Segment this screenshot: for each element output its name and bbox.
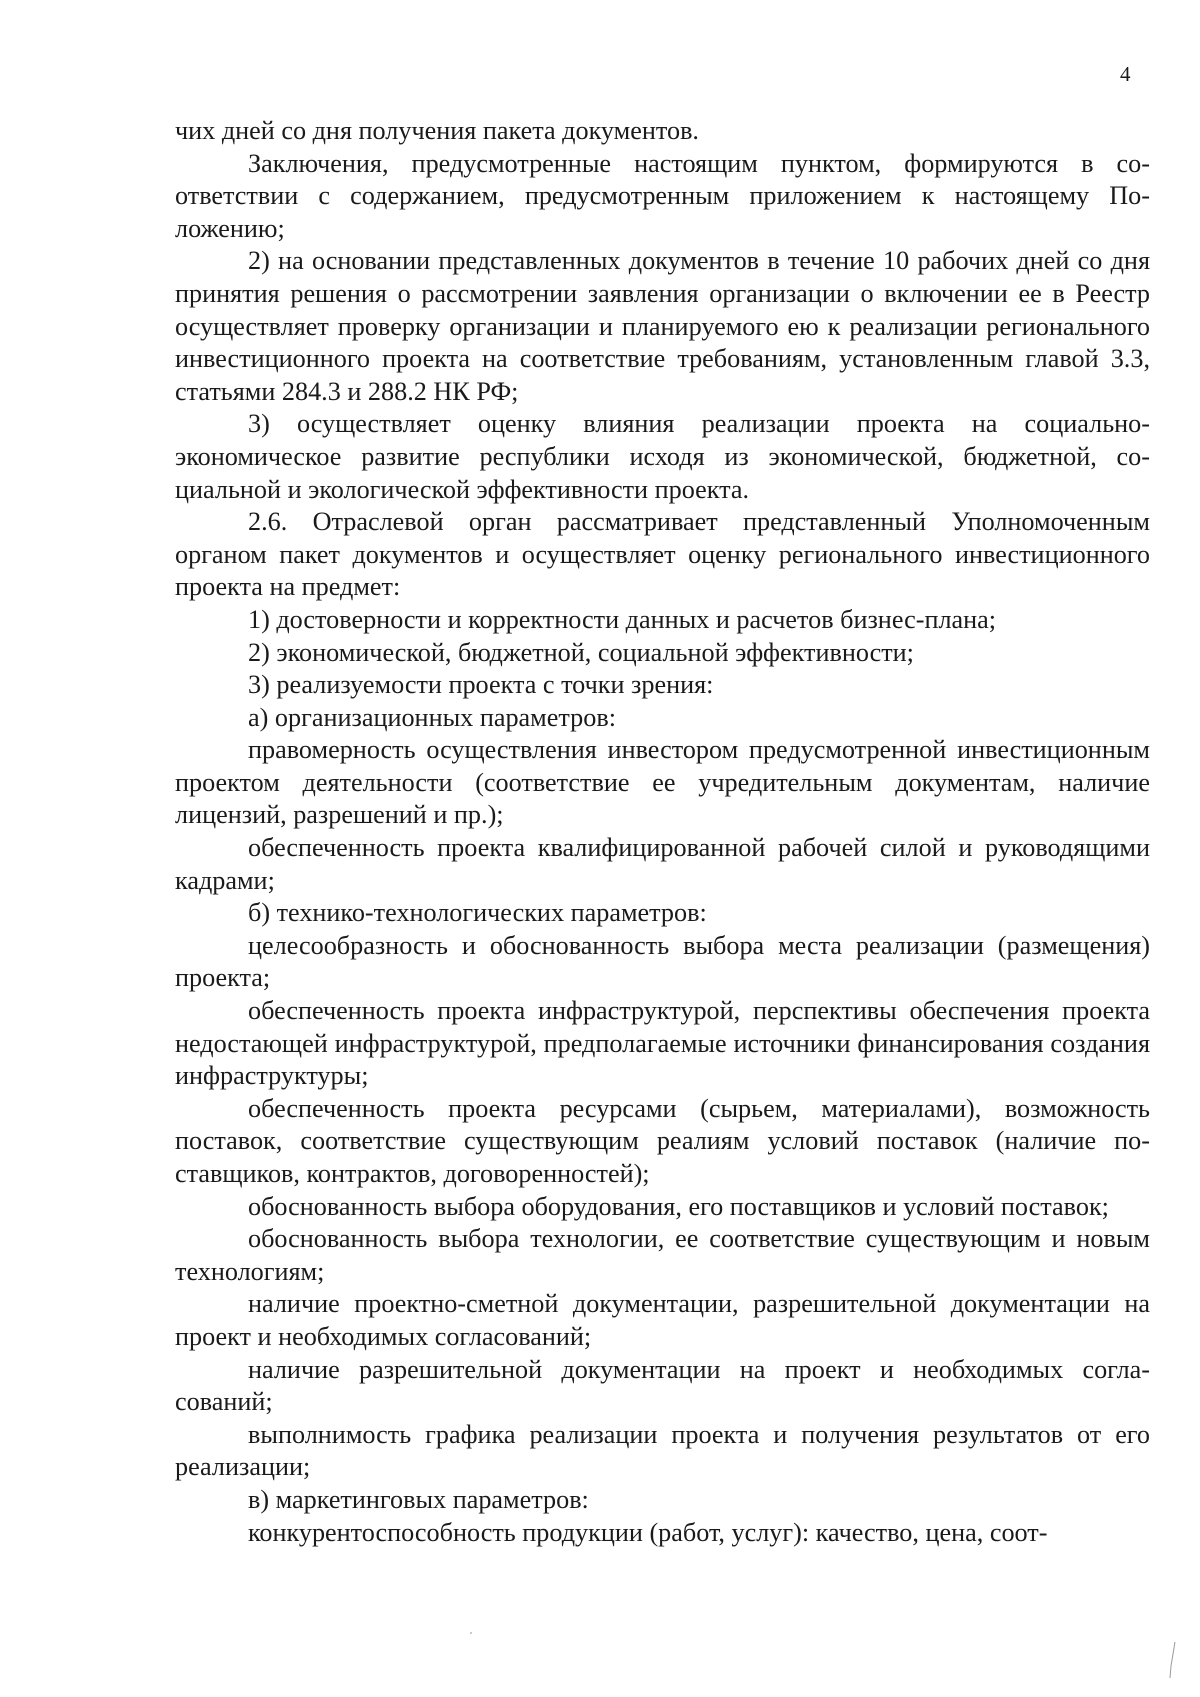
- scan-mark: [1168, 1640, 1178, 1680]
- paragraph: выполнимость графика реализации проекта и получения результатов от его реализации;: [175, 1419, 1150, 1482]
- paragraph: 2) экономической, бюджетной, социальной эффективности;: [248, 637, 914, 667]
- paragraph: 2.6. Отраслевой орган рассматривает представленный Уполномоченным органом пакет документов и осуществляет оценку регионального инвестиционного проекта на предмет:: [175, 507, 1150, 602]
- paragraph: обеспеченность проекта инфраструктурой, перспективы обеспечения проекта недостающей инфраструктурой, предполагаемые источники финансирования создания инфраструктуры;: [175, 996, 1150, 1091]
- document-body: [175, 115, 1150, 1549]
- paragraph: 1) достоверности и корректности данных и расчетов бизнес-плана;: [248, 604, 997, 634]
- paragraph: 2) на основании представленных документов в течение 10 рабочих дней со дня принятия решения о рассмотрении заявления организации о включении ее в Реестр осуществляет проверку организации и планируемого ею к реализации регионального инвестиционного проекта на соответствие требованиям, установленным главой 3.3, статьями 284.3 и 288.2 НК РФ;: [175, 246, 1150, 406]
- paragraph: обеспеченность проекта ресурсами (сырьем, материалами), возможность поставок, соответствие существующим реалиям условий поставок (наличие поставщиков, контрактов, договоренностей);: [175, 1093, 1150, 1188]
- paragraph: б) технико-технологических параметров:: [248, 898, 707, 928]
- paragraph: целесообразность и обоснованность выбора места реализации (размещения) проекта;: [175, 930, 1150, 993]
- scan-speck: [470, 1632, 472, 1634]
- page-number: 4: [1120, 62, 1131, 86]
- paragraph: обеспеченность проекта квалифицированной рабочей силой и руководящими кадрами;: [175, 833, 1150, 895]
- paragraph: 3) реализуемости проекта с точки зрения:: [248, 670, 714, 700]
- paragraph: 3) осуществляет оценку влияния реализации проекта на социально-экономическое развитие республики исходя из экономической, бюджетной, социальной и экологической эффективности проекта.: [175, 409, 1150, 504]
- paragraph: обоснованность выбора оборудования, его поставщиков и условий поставок;: [248, 1191, 1109, 1221]
- paragraph: Заключения, предусмотренные настоящим пунктом, формируются в соответствии с содержанием, предусмотренным приложением к настоящему Положению;: [175, 148, 1150, 243]
- paragraph: в) маркетинговых параметров:: [248, 1484, 589, 1514]
- paragraph: наличие проектно-сметной документации, разрешительной документации на проект и необходимых согласований;: [175, 1289, 1150, 1351]
- paragraph: а) организационных параметров:: [248, 702, 616, 732]
- paragraph: обоснованность выбора технологии, ее соответствие существующим и новым технологиям;: [175, 1224, 1150, 1286]
- paragraph: наличие разрешительной документации на проект и необходимых согласований;: [175, 1354, 1150, 1417]
- paragraph: конкурентоспособность продукции (работ, услуг): качество, цена, соот-: [248, 1517, 1048, 1547]
- paragraph: правомерность осуществления инвестором предусмотренной инвестиционным проектом деятельности (соответствие ее учредительным документам, наличие лицензий, разрешений и пр.);: [175, 735, 1150, 830]
- paragraph: чих дней со дня получения пакета документов.: [175, 116, 699, 145]
